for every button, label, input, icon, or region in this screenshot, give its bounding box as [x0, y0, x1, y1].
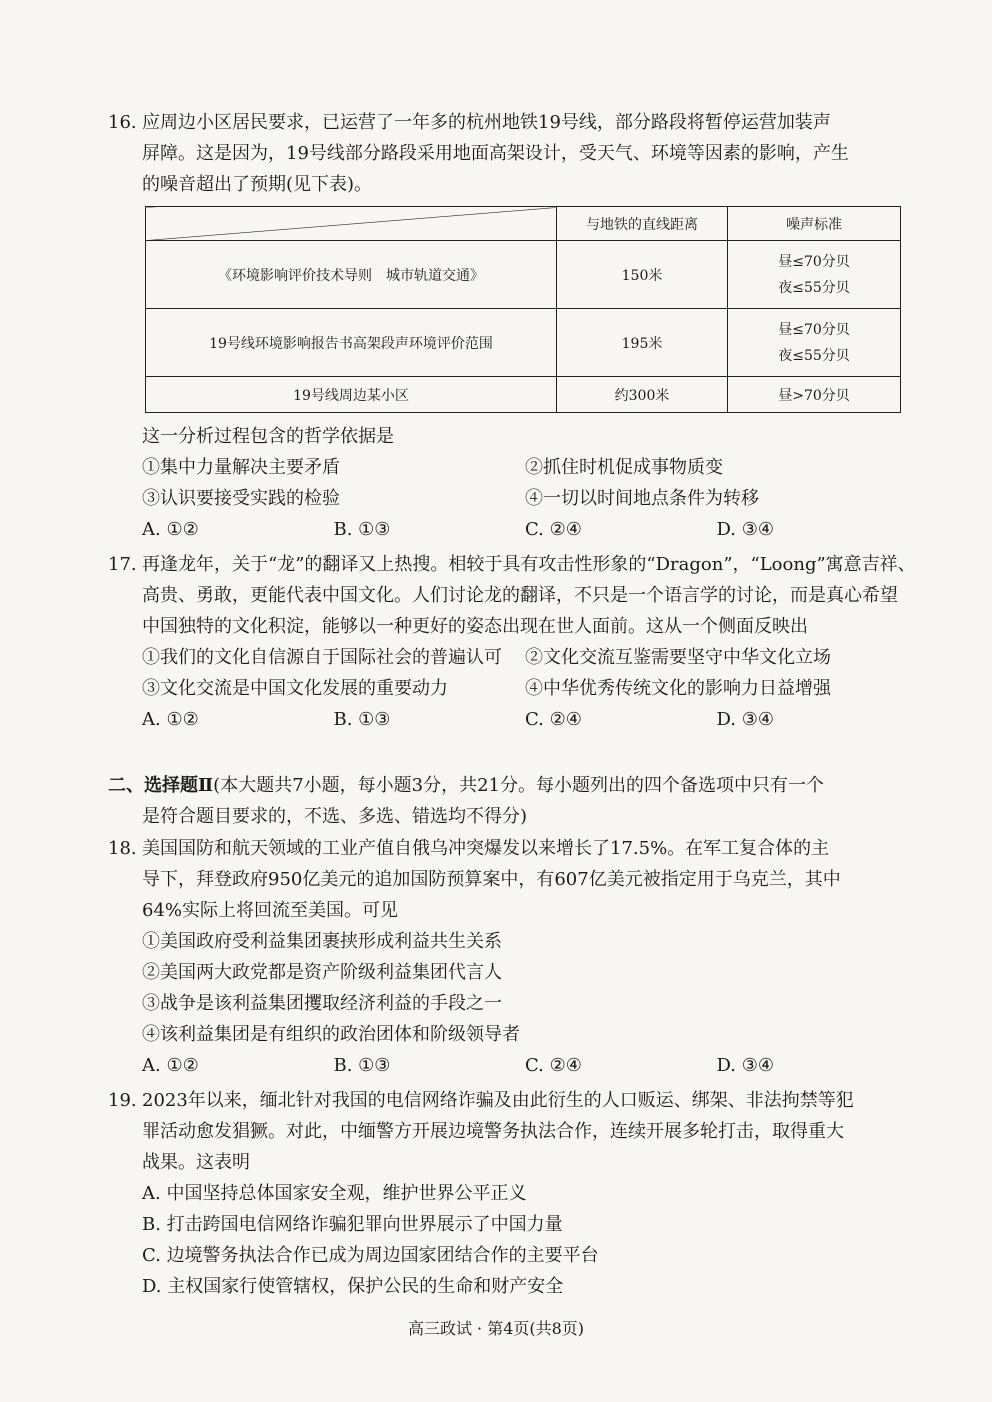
row-distance: 150米 [557, 241, 728, 309]
question-18 [108, 833, 908, 1081]
question-16 [108, 107, 908, 200]
section-title: 二、选择题Ⅱ [108, 775, 214, 796]
noise-standard-table [145, 206, 901, 413]
q19-line-2: 罪活动愈发猖獗。对此，中缅警方开展边境警务执法合作，连续开展多轮打击，取得重大 [142, 1121, 844, 1142]
question-number: 18. [108, 838, 137, 859]
q19-option-b: B. 打击跨国电信网络诈骗犯罪向世界展示了中国力量 [142, 1214, 563, 1235]
q16-items-row-1: ①集中力量解决主要矛盾 ②抓住时机促成事物质变 [142, 457, 723, 478]
question-19 [108, 1085, 908, 1302]
q18-item: ①美国政府受利益集团裹挟形成利益共生关系 [142, 931, 502, 952]
row-standard: 昼≤70分贝 夜≤55分贝 [728, 309, 901, 377]
row-standard: 昼≤70分贝 夜≤55分贝 [728, 241, 901, 309]
table-row [146, 241, 901, 309]
section-2-heading [108, 770, 908, 832]
row-distance: 195米 [557, 309, 728, 377]
question-17 [108, 549, 916, 735]
row-distance: 约300米 [557, 377, 728, 413]
q17-line-1: 17. 再逢龙年，关于“龙”的翻译又上热搜。相较于具有攻击性形象的“Dragon”，“Loong”寓意吉祥、 [108, 549, 908, 580]
question-number: 19. [108, 1090, 137, 1111]
q17-options: A. ①② B. ①③ C. ②④ D. ③④ [142, 709, 775, 730]
q17-line-3: 中国独特的文化积淀，能够以一种更好的姿态出现在世人面前。这从一个侧面反映出 [142, 616, 808, 637]
q16-line-3: 的噪音超出了预期(见下表)。 [142, 174, 373, 195]
question-number: 17. [108, 554, 137, 575]
row-name: 19号线周边某小区 [146, 377, 557, 413]
diagonal-header-cell [146, 207, 557, 241]
q18-line-3: 64%实际上将回流至美国。可见 [142, 900, 399, 921]
table-row [146, 309, 901, 377]
q19-line-3: 战果。这表明 [142, 1152, 250, 1173]
question-16-choices [108, 421, 908, 545]
q18-item: ③战争是该利益集团攫取经济利益的手段之一 [142, 993, 502, 1014]
q18-line-2: 导下，拜登政府950亿美元的追加国防预算案中，有607亿美元被指定用于乌克兰，其中 [142, 869, 841, 890]
q16-line-1: 16. 应周边小区居民要求，已运营了一年多的杭州地铁19号线，部分路段将暂停运营加装声 [108, 107, 908, 138]
section-2-line-1: 二、选择题Ⅱ(本大题共7小题，每小题3分，共21分。每小题列出的四个备选项中只有一个 [108, 775, 824, 796]
q18-item: ②美国两大政党都是资产阶级利益集团代言人 [142, 962, 502, 983]
question-number: 16. [108, 112, 137, 133]
q19-option-c: C. 边境警务执法合作已成为周边国家团结合作的主要平台 [142, 1245, 599, 1266]
q17-items-row-2: ③文化交流是中国文化发展的重要动力 ④中华优秀传统文化的影响力日益增强 [142, 678, 831, 699]
table-row [146, 377, 901, 413]
q19-option-a: A. 中国坚持总体国家安全观，维护世界公平正义 [142, 1183, 527, 1204]
q16-items-row-2: ③认识要接受实践的检验 ④一切以时间地点条件为转移 [142, 488, 759, 509]
header-noise-standard: 噪声标准 [728, 207, 901, 241]
row-standard: 昼>70分贝 [728, 377, 901, 413]
q19-line-1: 19. 2023年以来，缅北针对我国的电信网络诈骗及由此衍生的人口贩运、绑架、非法拘禁等犯 [108, 1085, 908, 1116]
header-distance: 与地铁的直线距离 [557, 207, 728, 241]
q18-item: ④该利益集团是有组织的政治团体和阶级领导者 [142, 1024, 520, 1045]
q16-stem: 这一分析过程包含的哲学依据是 [142, 426, 394, 447]
q16-line-2: 屏障。这是因为，19号线部分路段采用地面高架设计，受天气、环境等因素的影响，产生 [142, 143, 849, 164]
q16-options: A. ①② B. ①③ C. ②④ D. ③④ [142, 519, 775, 540]
q18-options: A. ①② B. ①③ C. ②④ D. ③④ [142, 1055, 775, 1076]
q17-line-2: 高贵、勇敢，更能代表中国文化。人们讨论龙的翻译，不只是一个语言学的讨论，而是真心希望 [142, 585, 898, 606]
row-name: 《环境影响评价技术导则 城市轨道交通》 [146, 241, 557, 309]
section-2-line-2: 是符合题目要求的，不选、多选、错选均不得分) [142, 806, 528, 827]
q19-option-d: D. 主权国家行使管辖权，保护公民的生命和财产安全 [142, 1276, 564, 1297]
q18-line-1: 18. 美国国防和航天领域的工业产值自俄乌冲突爆发以来增长了17.5%。在军工复合体的主 [108, 833, 908, 864]
page-footer: 高三政试 · 第4页(共8页) [407, 1319, 585, 1338]
row-name: 19号线环境影响报告书高架段声环境评价范围 [146, 309, 557, 377]
q17-items-row-1: ①我们的文化自信源自于国际社会的普遍认可 ②文化交流互鉴需要坚守中华文化立场 [142, 647, 831, 668]
table-header-row [146, 207, 901, 241]
